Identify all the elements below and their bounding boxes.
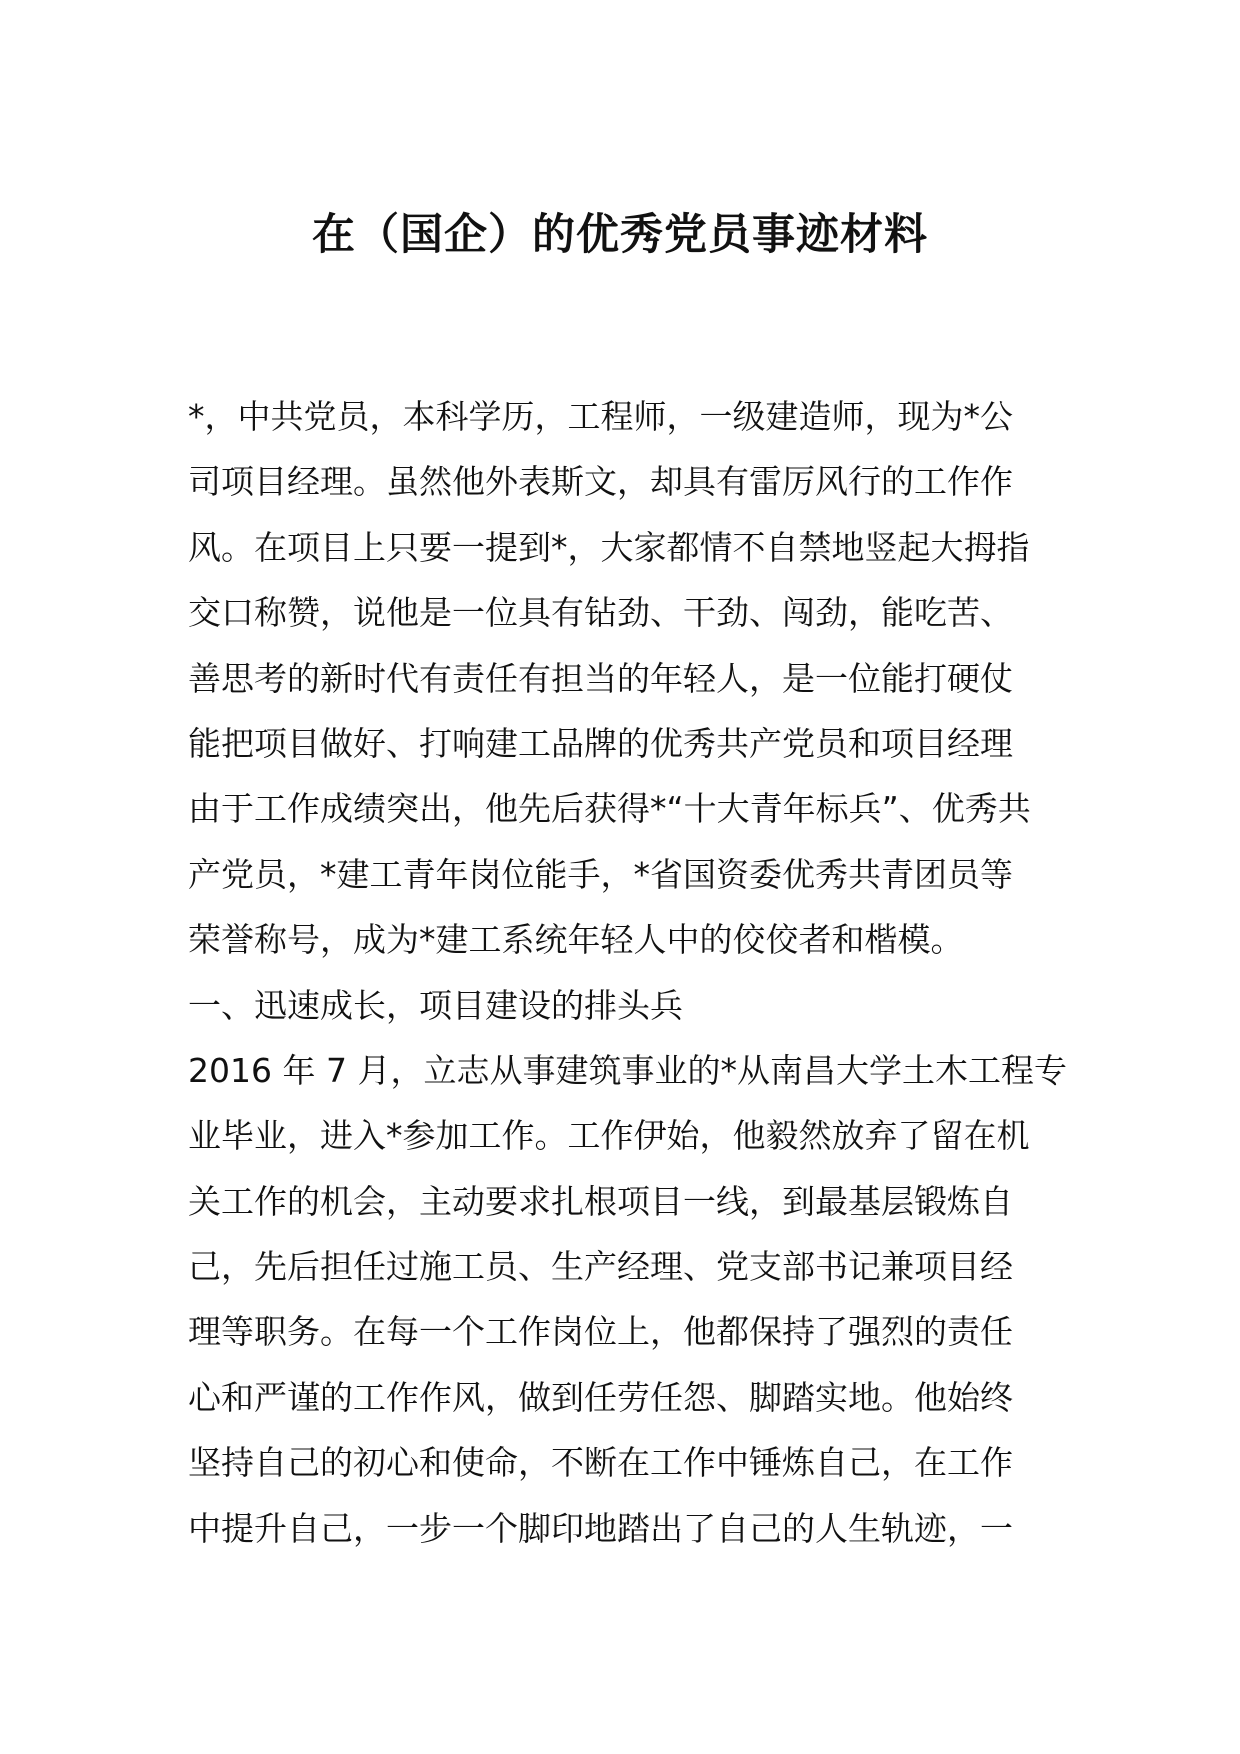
document-title: 在（国企）的优秀党员事迹材料 (312, 210, 928, 260)
body-line: *，中共党员，本科学历，工程师，一级建造师，现为*公 (188, 397, 1013, 436)
body-line: 己，先后担任过施工员、生产经理、党支部书记兼项目经 (188, 1247, 1013, 1287)
body-line: 心和严谨的工作作风，做到任劳任怨、脚踏实地。他始终 (188, 1377, 1013, 1417)
body-line: 2016 年 7 月，立志从事建筑事业的*从南昌大学土木工程专 (188, 1050, 1067, 1090)
body-line: 坚持自己的初心和使命，不断在工作中锤炼自己，在工作 (188, 1443, 1013, 1483)
body-line: 产党员，*建工青年岗位能手，*省国资委优秀共青团员等 (188, 854, 1013, 894)
body-line: 能把项目做好、打响建工品牌的优秀共产党员和项目经理 (188, 723, 1013, 763)
body-line: 业毕业，进入*参加工作。工作伊始，他毅然放弃了留在机 (188, 1116, 1030, 1156)
body-line: 风。在项目上只要一提到*，大家都情不自禁地竖起大拇指 (188, 527, 1030, 567)
body-line: 中提升自己，一步一个脚印地踏出了自己的人生轨迹，一 (188, 1508, 1013, 1548)
body-line: 由于工作成绩突出，他先后获得*“十大青年标兵”、优秀共 (188, 789, 1031, 829)
section-heading: 一、迅速成长，项目建设的排头兵 (188, 985, 683, 1025)
body-line: 荣誉称号，成为*建工系统年轻人中的佼佼者和楷模。 (188, 920, 964, 960)
body-line: 善思考的新时代有责任有担当的年轻人，是一位能打硬仗 (188, 658, 1013, 698)
body-line: 理等职务。在每一个工作岗位上，他都保持了强烈的责任 (188, 1312, 1013, 1352)
body-line: 交口称赞，说他是一位具有钻劲、干劲、闯劲，能吃苦、 (188, 593, 1013, 633)
body-line: 关工作的机会，主动要求扎根项目一线，到最基层锻炼自 (188, 1181, 1013, 1221)
document-body (188, 384, 1068, 1561)
body-line: 司项目经理。虽然他外表斯文，却具有雷厉风行的工作作 (188, 462, 1013, 502)
